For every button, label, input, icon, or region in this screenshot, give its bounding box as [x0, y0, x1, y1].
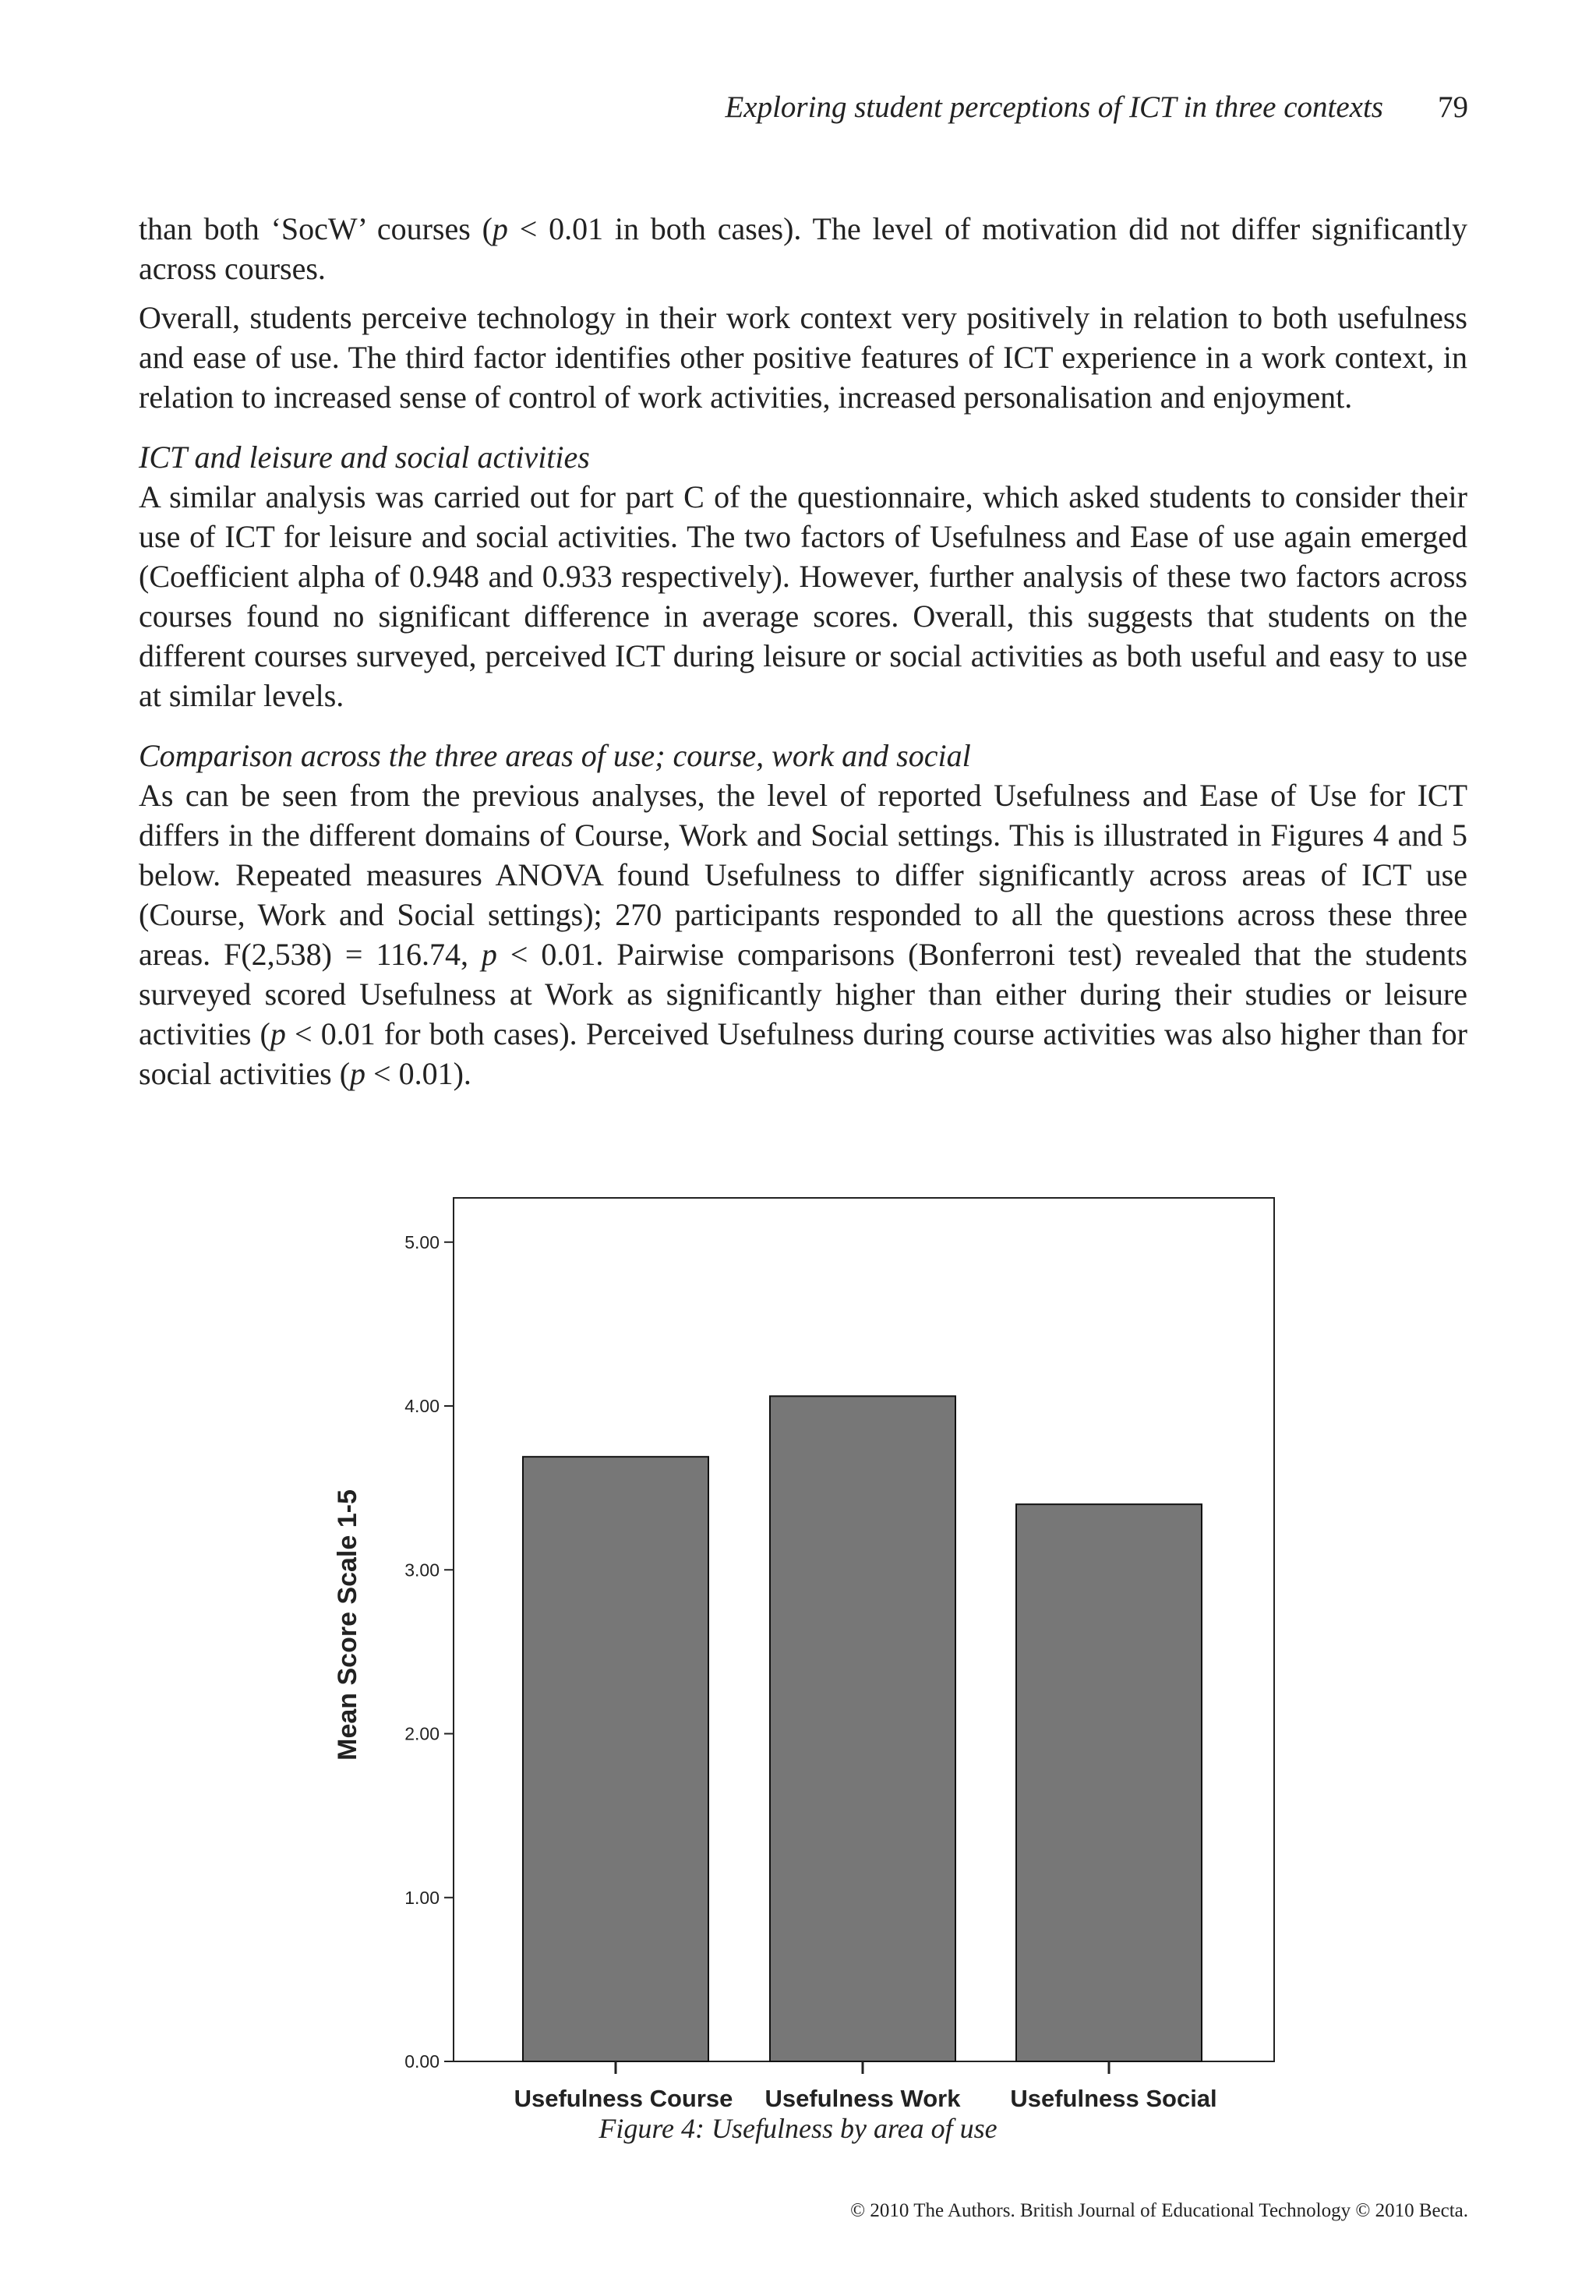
running-head [725, 92, 1468, 122]
paragraph-4-italic-p-3: p [350, 1056, 366, 1091]
y-tick-label-0: 0.00 [404, 2051, 440, 2072]
paragraph-1-text-a: than both ‘SocW’ courses ( [139, 211, 493, 246]
bar-usefulness-social [1016, 1504, 1202, 2061]
running-head-title: Exploring student perceptions of ICT in three contexts [725, 90, 1383, 124]
paragraph-4-text-e: < 0.01 for both cases). Perceived Usefulness during course activities was also higher than for social activities ( [139, 1016, 1467, 1091]
y-axis-label: Mean Score Scale 1-5 [333, 1489, 362, 1761]
usefulness-bar-chart [312, 1185, 1294, 2120]
y-tick-label-5: 5.00 [404, 1231, 440, 1252]
paragraph-4-italic-p-1: p [481, 937, 497, 972]
paragraph-1 [139, 209, 1467, 288]
paragraph-4-text-g: < 0.01). [365, 1056, 471, 1091]
bar-usefulness-work [770, 1396, 955, 2061]
copyright-notice: © 2010 The Authors. British Journal of Educational Technology © 2010 Becta. [850, 2200, 1468, 2221]
x-tick-label-usefulness-work: Usefulness Work [764, 2085, 961, 2112]
paragraph-4-text-c: < 0.01. Pairwise comparisons (Bonferroni test) revealed that the students surveyed scored Usefulness at Work as significantly higher than either during their studies or leisure activities ( [139, 937, 1467, 1051]
section-heading-leisure: ICT and leisure and social activities [139, 440, 590, 475]
paragraph-4-text-a: As can be seen from the previous analyses, the level of reported Usefulness and Ease of Use for ICT differs in the different domains of Course, Work and Social settings. This is illustrated in Figures 4 and 5 below. Repeated measures ANOVA found Usefulness to differ significantly across areas of ICT use (Course, Work and Social settings); 270 participants responded to all the questions across these three areas. F(2,538) = 116.74, [139, 778, 1467, 972]
paragraph-1-italic-p: p [492, 211, 508, 246]
x-tick-label-usefulness-social: Usefulness Social [1010, 2085, 1217, 2112]
paragraph-3: A similar analysis was carried out for part C of the questionnaire, which asked students to consider their use of ICT for leisure and social activities. The two factors of Usefulness and Ease of use again emerged (Coefficient alpha of 0.948 and 0.933 respectively). However, further analysis of these two factors across courses found no significant difference in average scores. Overall, this suggests that students on the different courses surveyed, perceived ICT during leisure or social activities as both useful and easy to use at similar levels. [139, 479, 1467, 713]
paragraph-2: Overall, students perceive technology in their work context very positively in relation to both usefulness and ease of use. The third factor identifies other positive features of ICT experience in a work context, in relation to increased sense of control of work activities, increased personalisation and enjoyment. [139, 300, 1467, 415]
body-text [139, 209, 1467, 1103]
figure-caption: Figure 4: Usefulness by area of use [598, 2113, 998, 2144]
y-tick-label-2: 2.00 [404, 1723, 440, 1744]
paragraph-4-italic-p-2: p [270, 1016, 286, 1051]
page-number: 79 [1438, 90, 1468, 124]
paragraph-1-text-c: < 0.01 in both cases). The level of motivation did not differ significantly across courses. [139, 211, 1467, 286]
figure-4 [312, 1185, 1294, 2120]
y-tick-label-4: 4.00 [404, 1396, 440, 1417]
paragraph-4 [139, 775, 1467, 1093]
y-tick-label-3: 3.00 [404, 1560, 440, 1581]
bar-usefulness-course [523, 1457, 708, 2061]
y-tick-label-1: 1.00 [404, 1887, 440, 1908]
section-heading-comparison: Comparison across the three areas of use; course, work and social [139, 738, 971, 773]
x-tick-label-usefulness-course: Usefulness Course [514, 2085, 733, 2112]
